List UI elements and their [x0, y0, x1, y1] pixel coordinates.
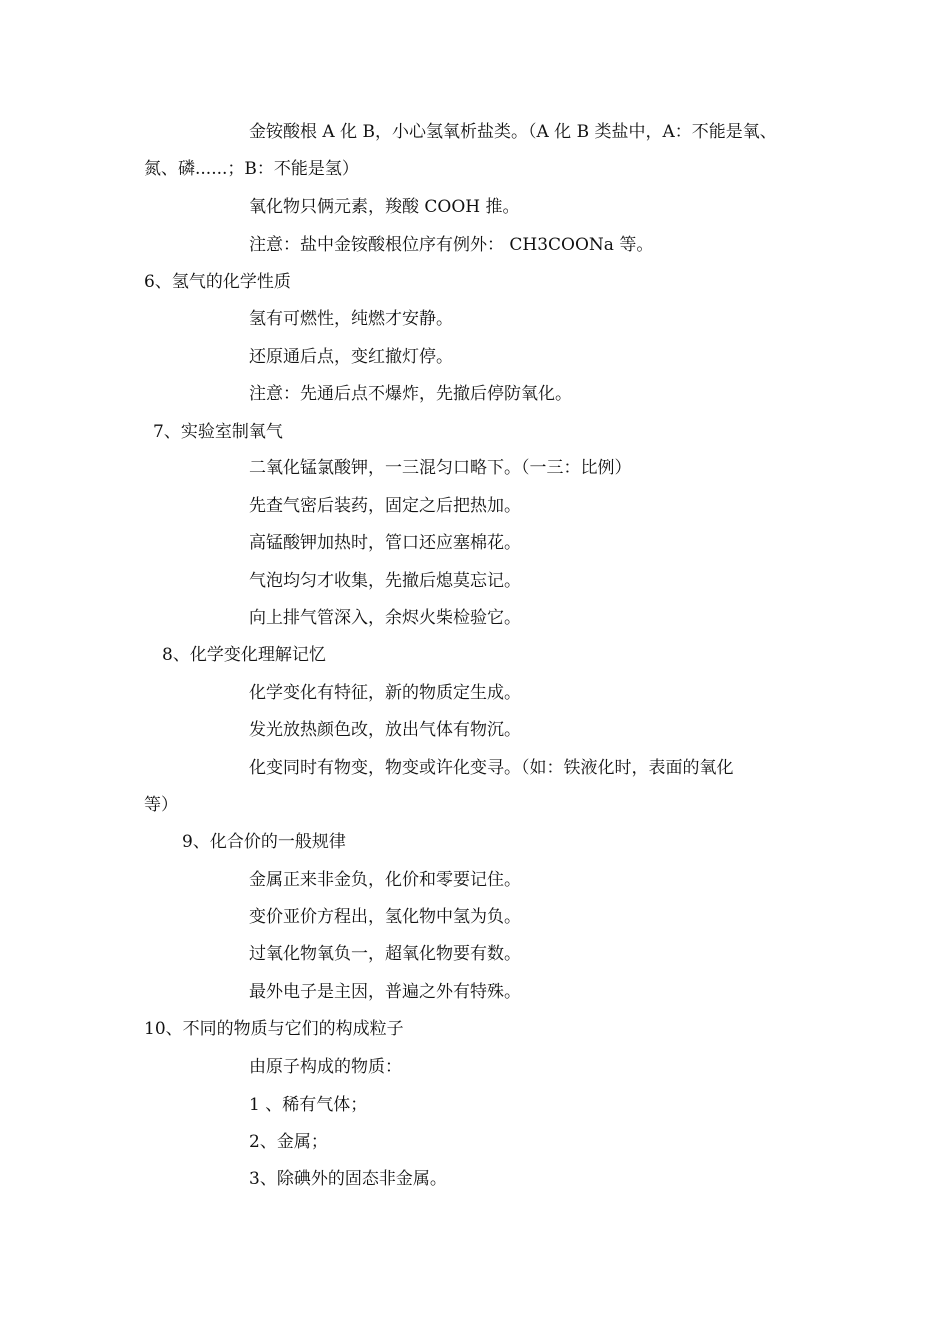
paragraph-line: 变价亚价方程出，氢化物中氢为负。	[249, 907, 521, 927]
section-heading-8: 8、化学变化理解记忆	[162, 645, 326, 665]
paragraph-line: 向上排气管深入，余烬火柴检验它。	[249, 608, 521, 628]
paragraph-line: 化变同时有物变，物变或许化变寻。（如：铁液化时，表面的氧化	[249, 758, 734, 778]
paragraph-line: 先查气密后装药，固定之后把热加。	[249, 496, 521, 516]
paragraph-line: 气泡均匀才收集，先撤后熄莫忘记。	[249, 571, 521, 591]
paragraph-line: 由原子构成的物质：	[249, 1057, 402, 1077]
section-heading-6: 6、氢气的化学性质	[144, 272, 291, 292]
paragraph-line: 金属正来非金负，化价和零要记住。	[249, 870, 521, 890]
paragraph-line: 氧化物只俩元素，羧酸 COOH 推。	[249, 197, 520, 217]
paragraph-line: 还原通后点，变红撤灯停。	[249, 347, 453, 367]
section-heading-10: 10、不同的物质与它们的构成粒子	[144, 1019, 404, 1039]
paragraph-line: 二氧化锰氯酸钾，一三混匀口略下。（一三：比例）	[249, 458, 632, 478]
paragraph-line: 过氧化物氧负一，超氧化物要有数。	[249, 944, 521, 964]
section-heading-7: 7、实验室制氧气	[153, 422, 283, 442]
paragraph-line: 注意：先通后点不爆炸，先撤后停防氧化。	[249, 384, 572, 404]
paragraph-line: 高锰酸钾加热时，管口还应塞棉花。	[249, 533, 521, 553]
paragraph-line: 氮、磷......；B：不能是氢）	[144, 159, 359, 179]
paragraph-line: 注意：盐中金铵酸根位序有例外： CH3COONa 等。	[249, 235, 654, 255]
list-item: 2、金属；	[249, 1132, 328, 1152]
paragraph-line: 化学变化有特征，新的物质定生成。	[249, 683, 521, 703]
paragraph-line: 发光放热颜色改，放出气体有物沉。	[249, 720, 521, 740]
paragraph-line: 氢有可燃性，纯燃才安静。	[249, 309, 453, 329]
list-item: 1 、稀有气体；	[249, 1095, 368, 1115]
paragraph-line: 金铵酸根 A 化 B，小心氢氧析盐类。（A 化 B 类盐中，A：不能是氧、	[249, 122, 777, 142]
paragraph-line: 等）	[144, 795, 178, 815]
paragraph-line: 最外电子是主因，普遍之外有特殊。	[249, 982, 521, 1002]
section-heading-9: 9、化合价的一般规律	[182, 832, 346, 852]
list-item: 3、除碘外的固态非金属。	[249, 1169, 447, 1189]
